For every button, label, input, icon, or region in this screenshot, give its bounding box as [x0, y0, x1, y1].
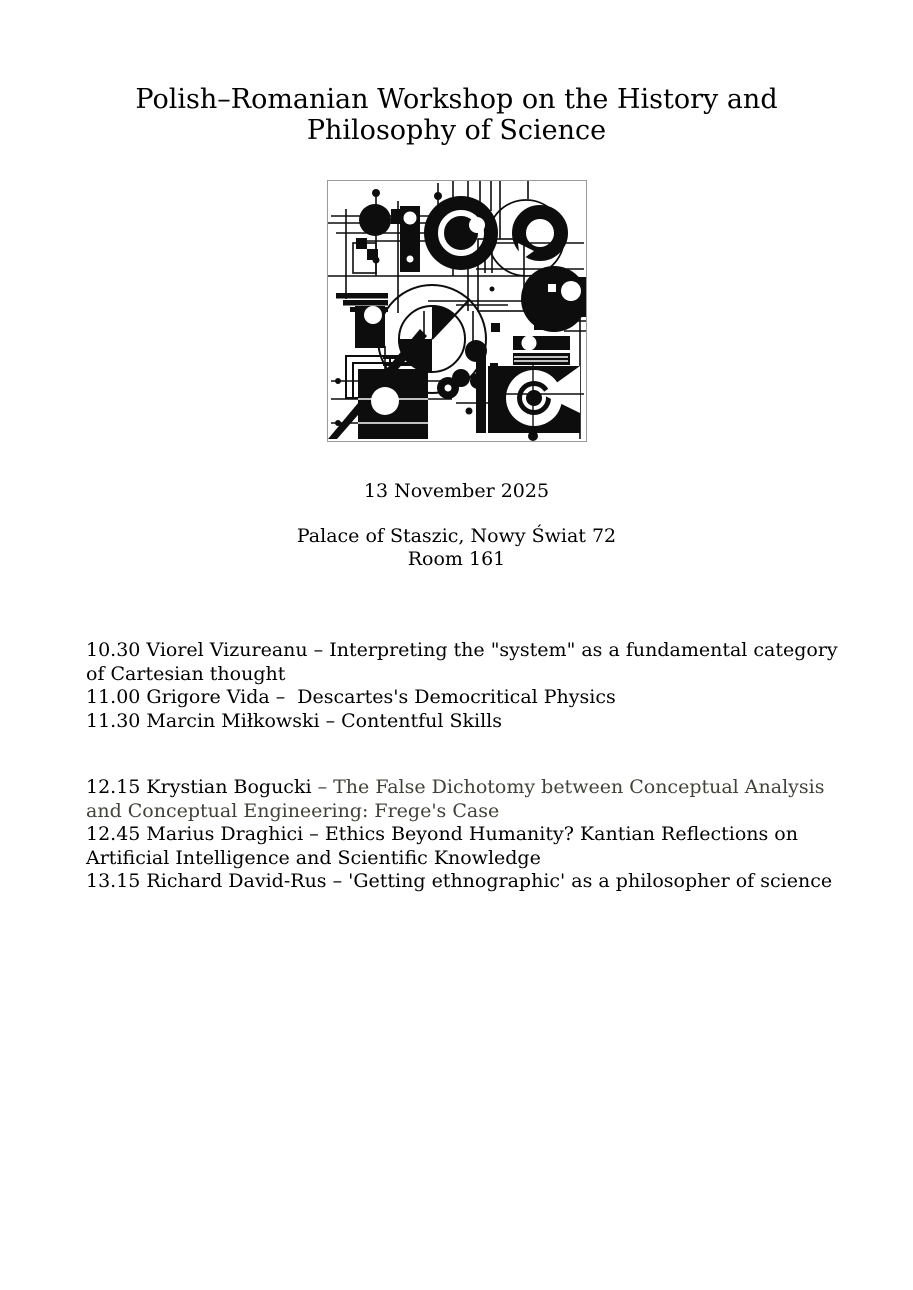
- talk-item: [86, 639, 846, 686]
- abstract-geometric-artwork: [328, 181, 586, 441]
- venue-address: Palace of Staszic, Nowy Świat 72: [296, 525, 617, 547]
- event-venue: [0, 525, 913, 571]
- talk-text: 12.15 Krystian Bogucki: [86, 776, 318, 798]
- session-block-2: [86, 776, 846, 894]
- venue-room: Room 161: [407, 548, 506, 570]
- talk-item: [86, 776, 846, 823]
- talk-item: [86, 823, 846, 870]
- talk-item: [86, 870, 846, 894]
- talk-text: 11.00 Grigore Vida – Descartes's Democritical Physics: [86, 686, 616, 708]
- talk-item: [86, 686, 846, 710]
- talk-text: 13.15 Richard David-Rus – 'Getting ethnographic' as a philosopher of science: [86, 870, 833, 892]
- workshop-artwork: [327, 180, 587, 442]
- talk-text: 11.30 Marcin Miłkowski – Contentful Skills: [86, 709, 502, 732]
- session-block-1: [86, 639, 846, 733]
- talk-item: [86, 710, 846, 734]
- talk-text: 10.30 Viorel Vizureanu – Interpreting the "system" as a fundamental category of Cartesian thought: [86, 639, 844, 685]
- page-title: Polish–Romanian Workshop on the History and Philosophy of Science: [135, 84, 778, 146]
- schedule: [86, 639, 846, 894]
- talk-title-muted: – The False Dichotomy between Conceptual Analysis and Conceptual Engineering: Frege's Case: [86, 776, 831, 822]
- event-date: 13 November 2025: [363, 480, 550, 502]
- talk-text: 12.45 Marius Draghici – Ethics Beyond Humanity? Kantian Reflections on Artificial Intelligence and Scientific Knowledge: [86, 823, 805, 869]
